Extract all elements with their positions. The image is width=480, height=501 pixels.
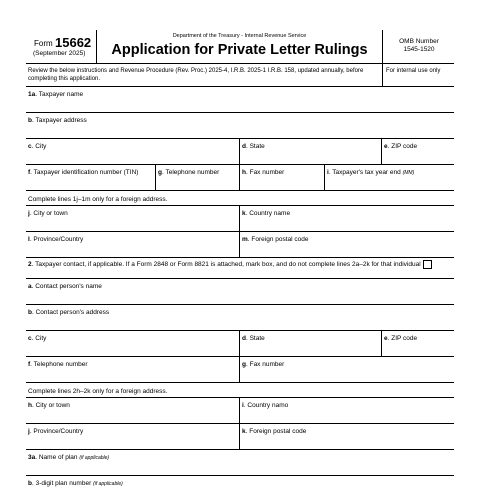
omb-label: OMB Number bbox=[399, 38, 439, 45]
omb-number: 1545-1520 bbox=[403, 46, 435, 53]
omb-block bbox=[382, 30, 455, 63]
field-label: i. Taxpayer's tax year end (MM) bbox=[327, 169, 415, 176]
field-label: d. State bbox=[242, 335, 265, 342]
field-label: b. Taxpayer address bbox=[28, 117, 87, 124]
field-label: i. Country namo bbox=[242, 402, 289, 409]
field-contact-country-name[interactable] bbox=[239, 398, 455, 423]
row-tin-phone-fax-year bbox=[26, 165, 454, 191]
form-header bbox=[26, 30, 454, 64]
instructions-row bbox=[26, 64, 454, 87]
field-label: e. ZIP code bbox=[384, 335, 418, 342]
row-city-state-zip bbox=[26, 139, 454, 165]
field-label: g. Fax number bbox=[242, 361, 285, 368]
row-contact-phone-fax bbox=[26, 357, 454, 383]
field-contact-fax[interactable] bbox=[239, 357, 455, 382]
note-text: Complete lines 1j–1m only for a foreign address. bbox=[28, 196, 168, 203]
internal-use-box bbox=[382, 64, 455, 86]
instructions-text: Review the below instructions and Revenue Procedure (Rev. Proc.) 2025-4, I.R.B. 2025-1 I.R.B. 158, updated annually, before completing this application. bbox=[28, 68, 364, 82]
row-contact-province-postal bbox=[26, 424, 454, 450]
field-label: b. 3-digit plan number (if applicable) bbox=[28, 480, 123, 487]
field-taxpayer-address[interactable] bbox=[26, 113, 454, 139]
title-block bbox=[97, 30, 382, 63]
field-tin[interactable] bbox=[26, 165, 155, 190]
field-contact-name[interactable] bbox=[26, 279, 454, 305]
field-contact-state[interactable] bbox=[239, 331, 382, 356]
note-text: Complete lines 2h–2k only for a foreign address. bbox=[28, 388, 168, 395]
field-province[interactable] bbox=[26, 232, 239, 257]
form-id-block bbox=[26, 30, 97, 63]
form-word: Form bbox=[34, 39, 53, 48]
foreign-address-note-2 bbox=[26, 383, 454, 398]
field-foreign-city[interactable] bbox=[26, 206, 239, 231]
field-telephone[interactable] bbox=[155, 165, 240, 190]
form-number: 15662 bbox=[55, 35, 92, 50]
field-label: l. Province/Country bbox=[28, 236, 84, 243]
field-label: k. Foreign postal code bbox=[242, 428, 307, 435]
field-contact-zip[interactable] bbox=[381, 331, 455, 356]
row-province-postal bbox=[26, 232, 454, 258]
field-label: c. City bbox=[28, 143, 47, 150]
field-label: k. Country name bbox=[242, 210, 291, 217]
field-zip-code[interactable] bbox=[381, 139, 455, 164]
field-label: b. Contact person's address bbox=[28, 309, 110, 316]
field-contact-foreign-city[interactable] bbox=[26, 398, 239, 423]
field-label: 2. Taxpayer contact, if applicable. If a Form 2848 or Form 8821 is attached, mark box, and do not complete lines 2a–2k for that individual bbox=[28, 260, 448, 269]
internal-use-label: For internal use only bbox=[386, 68, 441, 74]
field-city[interactable] bbox=[26, 139, 239, 164]
foreign-address-note-1 bbox=[26, 191, 454, 206]
field-tax-year-end[interactable] bbox=[324, 165, 455, 190]
field-fax[interactable] bbox=[239, 165, 325, 190]
field-contact-foreign-postal[interactable] bbox=[239, 424, 455, 449]
field-label: 1a. Taxpayer name bbox=[28, 91, 84, 98]
field-contact-address[interactable] bbox=[26, 305, 454, 331]
field-label: a. Contact person's name bbox=[28, 283, 102, 290]
field-label: c. City bbox=[28, 335, 47, 342]
row-foreign-city-country bbox=[26, 206, 454, 232]
field-label: 3a. Name of plan (if applicable) bbox=[28, 454, 110, 461]
field-label: h. City or town bbox=[28, 402, 70, 409]
field-label: d. State bbox=[242, 143, 265, 150]
field-contact-province[interactable] bbox=[26, 424, 239, 449]
field-label: m. Foreign postal code bbox=[242, 236, 309, 243]
field-foreign-postal-code[interactable] bbox=[239, 232, 455, 257]
field-label: g. Telephone number bbox=[158, 169, 220, 176]
field-label: j. City or town bbox=[28, 210, 68, 217]
field-label: f. Taxpayer identification number (TIN) bbox=[28, 169, 139, 176]
field-taxpayer-name[interactable] bbox=[26, 87, 454, 113]
field-label: e. ZIP code bbox=[384, 143, 418, 150]
form-date: (September 2025) bbox=[33, 50, 86, 57]
field-contact-city[interactable] bbox=[26, 331, 239, 356]
poa-attached-checkbox[interactable] bbox=[423, 260, 432, 269]
form-15662 bbox=[26, 30, 454, 501]
department-line: Department of the Treasury - Internal Revenue Service bbox=[172, 33, 307, 39]
row-taxpayer-contact bbox=[26, 258, 454, 279]
row-contact-city-state-zip bbox=[26, 331, 454, 357]
form-title: Application for Private Letter Rulings bbox=[111, 42, 368, 58]
field-plan-name[interactable] bbox=[26, 450, 454, 476]
row-contact-foreign-city-country bbox=[26, 398, 454, 424]
field-state[interactable] bbox=[239, 139, 382, 164]
field-label: h. Fax number bbox=[242, 169, 285, 176]
field-label: j. Province/Country bbox=[28, 428, 84, 435]
field-contact-telephone[interactable] bbox=[26, 357, 239, 382]
field-label: f. Telephone number bbox=[28, 361, 88, 368]
field-country-name[interactable] bbox=[239, 206, 455, 231]
